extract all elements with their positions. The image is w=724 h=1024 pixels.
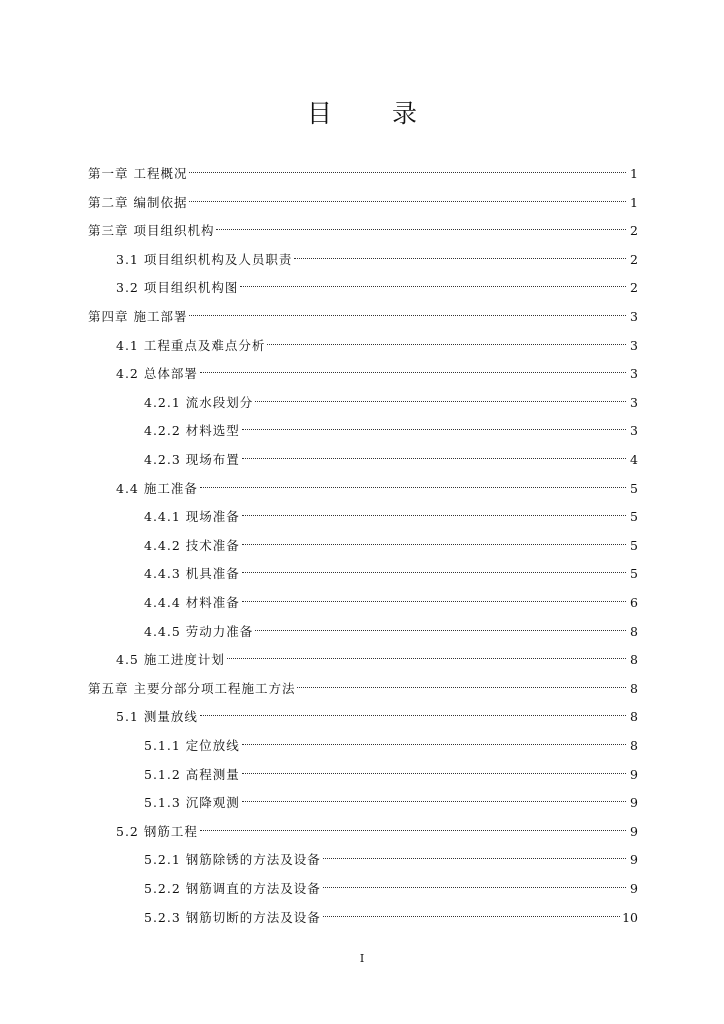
toc-entry-page-number: 1 xyxy=(630,166,638,181)
toc-entry[interactable] xyxy=(144,501,638,525)
toc-entry-page-number: 5 xyxy=(630,509,638,525)
toc-dot-leader xyxy=(200,701,626,721)
toc-entry-page-number: 10 xyxy=(622,909,638,925)
toc-entry[interactable] xyxy=(116,816,638,839)
toc-entry-label: 4.2 总体部署 xyxy=(116,366,198,382)
toc-entry-label: 5.2 钢筋工程 xyxy=(116,823,198,839)
toc-dot-leader xyxy=(323,873,626,893)
toc-dot-leader xyxy=(189,187,626,207)
toc-entry-label: 第四章 施工部署 xyxy=(88,309,188,324)
toc-entry-page-number: 8 xyxy=(630,623,638,639)
page-title: 目 录 xyxy=(307,99,443,128)
toc-entry-page-number: 9 xyxy=(630,766,638,782)
toc-entry[interactable] xyxy=(116,330,638,353)
toc-entry-label: 4.2.1 流水段划分 xyxy=(144,394,254,410)
toc-dot-leader xyxy=(227,644,626,664)
toc-entry[interactable] xyxy=(144,787,638,811)
toc-entry[interactable] xyxy=(144,759,638,782)
toc-dot-leader xyxy=(240,272,626,292)
toc-entry-label: 5.1.2 高程测量 xyxy=(144,766,240,782)
toc-entry-label: 5.2.2 钢筋调直的方法及设备 xyxy=(144,881,321,896)
toc-dot-leader xyxy=(200,358,626,378)
toc-entry[interactable] xyxy=(144,902,638,925)
toc-dot-leader xyxy=(297,673,626,693)
toc-dot-leader xyxy=(242,787,626,807)
toc-entry-label: 4.5 施工进度计划 xyxy=(116,652,225,668)
toc-entry-page-number: 9 xyxy=(630,823,638,839)
toc-entry-page-number: 8 xyxy=(630,709,638,725)
toc-entry-label: 4.4.5 劳动力准备 xyxy=(144,623,254,639)
toc-entry-label: 第二章 编制依据 xyxy=(88,194,188,210)
toc-entry[interactable] xyxy=(144,616,638,639)
toc-entry[interactable] xyxy=(144,844,638,868)
toc-dot-leader xyxy=(242,730,626,750)
toc-entry-page-number: 8 xyxy=(630,738,638,753)
toc-entry-label: 5.1.1 定位放线 xyxy=(144,738,240,753)
toc-entry-label: 第一章 工程概况 xyxy=(88,166,188,181)
toc-entry[interactable] xyxy=(144,387,638,410)
toc-entry-page-number: 3 xyxy=(630,309,638,324)
toc-dot-leader xyxy=(267,330,626,350)
toc-entry[interactable] xyxy=(88,187,638,210)
toc-entry-page-number: 3 xyxy=(630,394,638,410)
toc-entry[interactable] xyxy=(88,158,638,181)
toc-entry-label: 4.2.3 现场布置 xyxy=(144,452,240,467)
toc-entry-page-number: 5 xyxy=(630,566,638,582)
toc-entry-page-number: 8 xyxy=(630,680,638,696)
toc-entry[interactable] xyxy=(88,673,638,696)
toc-entry[interactable] xyxy=(144,730,638,753)
toc-entry-page-number: 5 xyxy=(630,537,638,553)
toc-entry[interactable] xyxy=(116,644,638,668)
toc-entry-label: 5.1.3 沉降观测 xyxy=(144,795,240,811)
toc-entry[interactable] xyxy=(88,215,638,239)
toc-entry-label: 4.4.4 材料准备 xyxy=(144,595,240,610)
toc-entry-page-number: 4 xyxy=(630,452,638,467)
toc-dot-leader xyxy=(323,902,620,922)
toc-entry[interactable] xyxy=(116,473,638,496)
toc-entry[interactable] xyxy=(116,244,638,267)
toc-dot-leader xyxy=(189,301,626,321)
toc-dot-leader xyxy=(200,473,626,493)
toc-entry-page-number: 6 xyxy=(630,595,638,610)
toc-entry[interactable] xyxy=(144,415,638,439)
toc-entry[interactable] xyxy=(116,358,638,382)
toc-dot-leader xyxy=(242,415,626,435)
toc-entry-label: 4.1 工程重点及难点分析 xyxy=(116,337,266,353)
toc-entry-page-number: 9 xyxy=(630,795,638,811)
toc-entry[interactable] xyxy=(88,301,638,324)
toc-dot-leader xyxy=(294,244,626,264)
toc-entry-label: 4.4.3 机具准备 xyxy=(144,566,240,582)
toc-entry-label: 5.1 测量放线 xyxy=(116,709,198,725)
toc-dot-leader xyxy=(216,215,626,235)
toc-entry-page-number: 8 xyxy=(630,652,638,668)
toc-dot-leader xyxy=(242,558,626,578)
toc-entry-label: 第五章 主要分部分项工程施工方法 xyxy=(88,680,296,696)
toc-dot-leader xyxy=(189,158,626,178)
toc-dot-leader xyxy=(323,844,626,864)
toc-entry[interactable] xyxy=(144,873,638,896)
toc-dot-leader xyxy=(242,759,626,779)
toc-entry-page-number: 9 xyxy=(630,852,638,868)
toc-entry-page-number: 1 xyxy=(630,194,638,210)
toc-entry-label: 5.2.3 钢筋切断的方法及设备 xyxy=(144,909,321,925)
toc-entry[interactable] xyxy=(144,444,638,467)
toc-entry-label: 3.2 项目组织机构图 xyxy=(116,280,239,296)
toc-entry-label: 3.1 项目组织机构及人员职责 xyxy=(116,251,293,267)
toc-entry[interactable] xyxy=(144,530,638,553)
toc-entry[interactable] xyxy=(116,701,638,725)
toc-entry-page-number: 5 xyxy=(630,480,638,496)
toc-dot-leader xyxy=(255,616,626,636)
toc-entry-label: 4.4.1 现场准备 xyxy=(144,509,240,525)
toc-dot-leader xyxy=(255,387,626,407)
toc-dot-leader xyxy=(242,587,626,607)
toc-entry[interactable] xyxy=(144,558,638,582)
toc-dot-leader xyxy=(242,501,626,521)
toc-entry-label: 4.4.2 技术准备 xyxy=(144,537,240,553)
toc-entry-page-number: 2 xyxy=(630,251,638,267)
toc-dot-leader xyxy=(200,816,626,836)
toc-entry[interactable] xyxy=(116,272,638,296)
toc-entry[interactable] xyxy=(144,587,638,610)
toc-entry-page-number: 9 xyxy=(630,881,638,896)
toc-entry-label: 4.4 施工准备 xyxy=(116,480,198,496)
toc-entry-page-number: 3 xyxy=(630,337,638,353)
toc-entry-page-number: 3 xyxy=(630,423,638,439)
toc-entry-page-number: 2 xyxy=(630,280,638,296)
toc-entry-page-number: 3 xyxy=(630,366,638,382)
toc-entry-label: 第三章 项目组织机构 xyxy=(88,223,215,239)
toc-entry-page-number: 2 xyxy=(630,223,638,239)
toc-entry-label: 4.2.2 材料选型 xyxy=(144,423,240,439)
toc-dot-leader xyxy=(242,530,626,550)
toc-dot-leader xyxy=(242,444,626,464)
page-number: I xyxy=(359,952,365,965)
toc-entry-label: 5.2.1 钢筋除锈的方法及设备 xyxy=(144,852,321,868)
